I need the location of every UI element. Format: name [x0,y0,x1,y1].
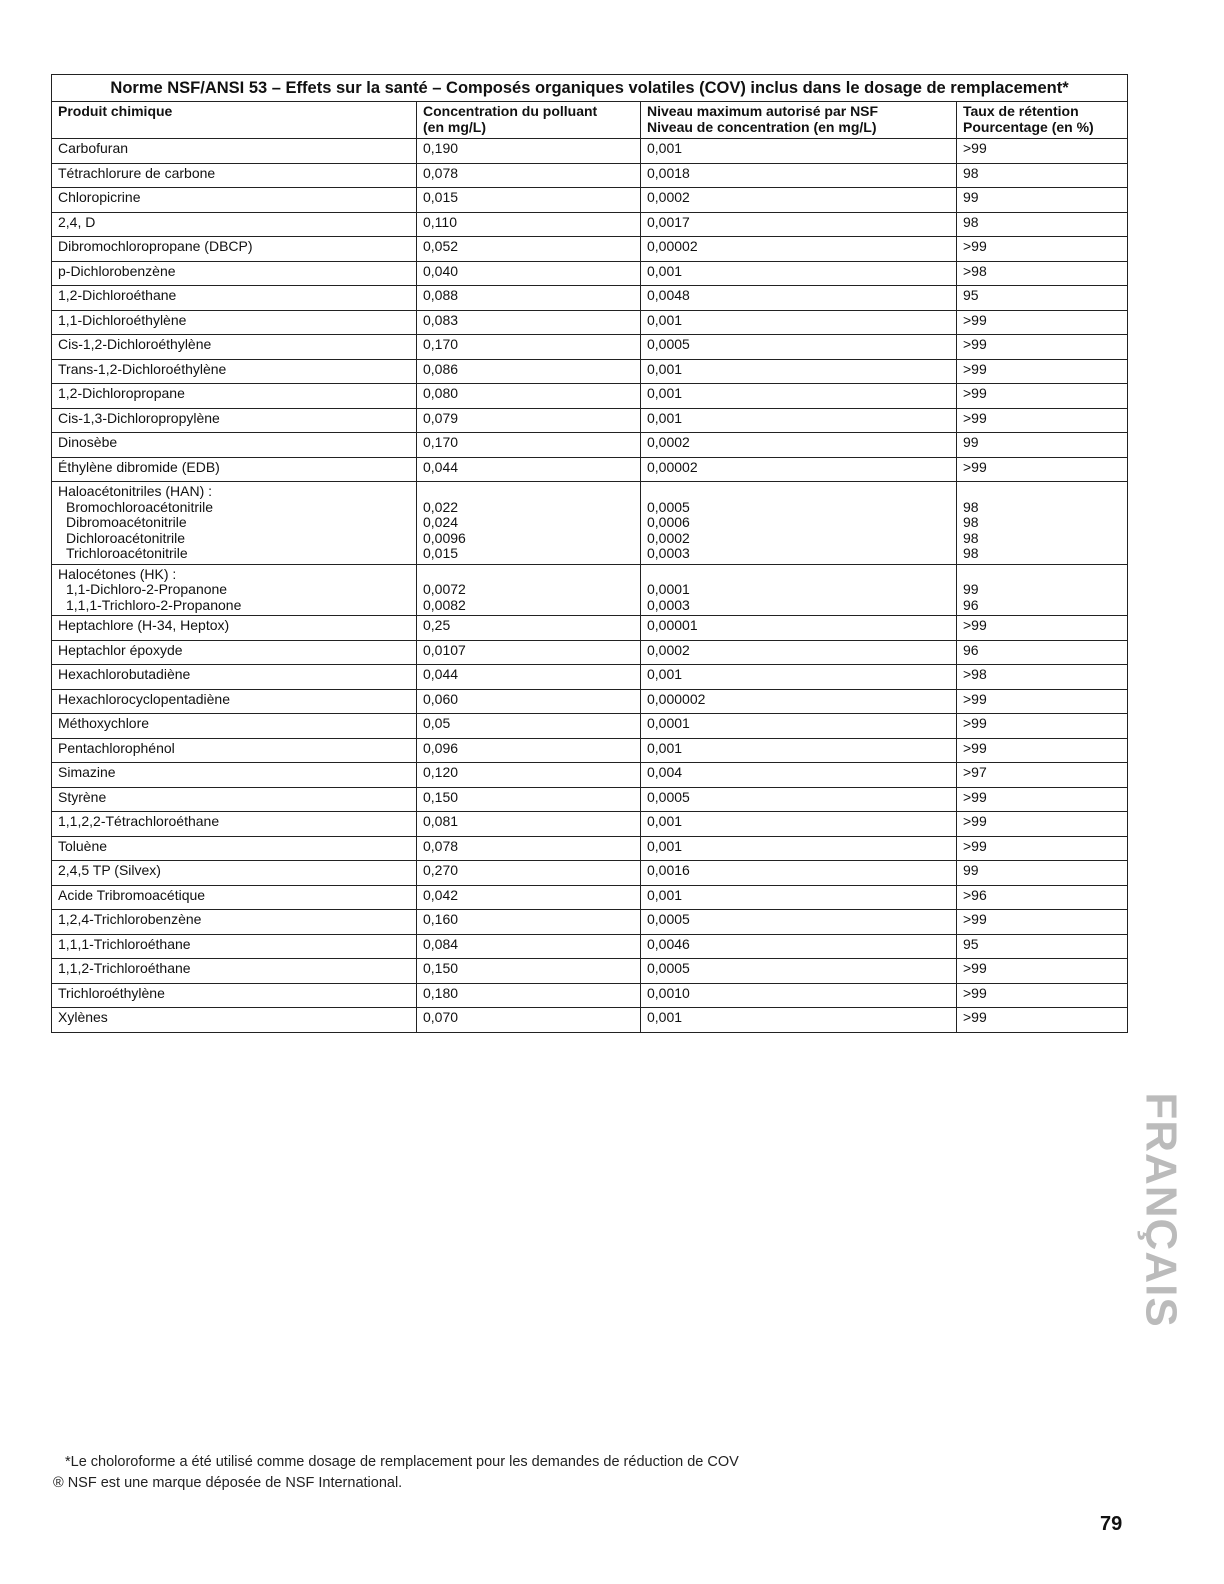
cell-retention: >98 [957,665,1128,690]
cell-chemical: Dinosèbe [52,433,417,458]
cell-retention: >99 [957,812,1128,837]
cell-max-level: 0,0005 [641,787,957,812]
cell-chemical: 1,1,1-Trichloroéthane [52,934,417,959]
cell-concentration: 0,150 [417,959,641,984]
cell-concentration: 0,180 [417,983,641,1008]
group-item: 0,024 [423,514,459,530]
table-row [52,163,1128,188]
cell-concentration: 0,070 [417,1008,641,1033]
cell-chemical: Pentachlorophénol [52,738,417,763]
cell-max-level: 0,0005 [641,335,957,360]
cell-retention [957,564,1128,616]
cell-max-level: 0,001 [641,836,957,861]
cell-max-level: 0,000002 [641,689,957,714]
cell-max-level: 0,001 [641,1008,957,1033]
cell-concentration: 0,05 [417,714,641,739]
cell-chemical: Tétrachlorure de carbone [52,163,417,188]
table-row [52,983,1128,1008]
cell-concentration: 0,080 [417,384,641,409]
table-row [52,812,1128,837]
cell-concentration: 0,040 [417,261,641,286]
table-row [52,139,1128,164]
side-tab-label: FRANÇAIS [1137,1092,1187,1328]
cell-concentration: 0,015 [417,188,641,213]
cell-concentration: 0,270 [417,861,641,886]
group-item: 1,1,1-Trichloro-2-Propanone [66,596,242,613]
cell-max-level: 0,0001 [641,714,957,739]
table-row [52,261,1128,286]
table-row [52,457,1128,482]
footnote-substitute-dose: *Le choloroforme a été utilisé comme dosage de remplacement pour les demandes de réduction de COV [65,1454,739,1470]
cell-retention: 98 [957,212,1128,237]
cell-chemical: Xylènes [52,1008,417,1033]
cell-concentration: 0,170 [417,433,641,458]
group-item: 0,0002 [647,529,690,546]
cell-retention: >99 [957,738,1128,763]
cell-retention: >96 [957,885,1128,910]
cell-max-level: 0,001 [641,408,957,433]
language-side-tab [1135,1070,1187,1350]
group-item: 0,022 [423,498,459,515]
cell-max-level: 0,001 [641,139,957,164]
table-row [52,714,1128,739]
header-chemical: Produit chimique [52,102,417,139]
cell-max-level: 0,0002 [641,433,957,458]
cell-concentration: 0,190 [417,139,641,164]
group-item: 0,0096 [423,529,466,546]
cell-chemical: Heptachlore (H-34, Heptox) [52,616,417,641]
table-row [52,212,1128,237]
group-hk [52,564,1128,616]
cell-retention: >99 [957,836,1128,861]
cell-chemical: Trans-1,2-Dichloroéthylène [52,359,417,384]
group-item: Dichloroacétonitrile [66,529,186,546]
cell-concentration: 0,170 [417,335,641,360]
cell-retention: >99 [957,408,1128,433]
table-row [52,188,1128,213]
footnote-trademark: ® NSF est une marque déposée de NSF International. [53,1475,403,1491]
cell-max-level: 0,00001 [641,616,957,641]
cell-max-level: 0,00002 [641,237,957,262]
cell-retention: >99 [957,335,1128,360]
cell-max-level: 0,001 [641,738,957,763]
cell-retention [957,482,1128,565]
table-row [52,335,1128,360]
table-row [52,359,1128,384]
table-row [52,934,1128,959]
cell-retention: >99 [957,384,1128,409]
cell-max-level: 0,0017 [641,212,957,237]
cell-retention: 95 [957,286,1128,311]
cell-retention: >99 [957,910,1128,935]
group-item: 1,1-Dichloro-2-Propanone [66,581,228,597]
cell-concentration: 0,160 [417,910,641,935]
cell-chemical: 1,1,2,2-Tétrachloroéthane [52,812,417,837]
table-row [52,959,1128,984]
cell-chemical: Hexachlorocyclopentadiène [52,689,417,714]
cell-retention: >99 [957,237,1128,262]
cell-chemical: 1,1,2-Trichloroéthane [52,959,417,984]
cell-chemical: Dibromochloropropane (DBCP) [52,237,417,262]
table-row [52,910,1128,935]
group-han [52,482,1128,565]
cell-retention: >97 [957,763,1128,788]
cell-concentration [417,564,641,616]
cell-retention: 98 [957,163,1128,188]
cell-chemical: p-Dichlorobenzène [52,261,417,286]
cell-max-level: 0,001 [641,665,957,690]
cell-concentration: 0,079 [417,408,641,433]
cell-retention: >99 [957,616,1128,641]
cell-concentration: 0,120 [417,763,641,788]
cell-chemical: Cis-1,3-Dichloropropylène [52,408,417,433]
cell-max-level: 0,001 [641,812,957,837]
group-item: 96 [963,596,979,613]
cell-concentration: 0,078 [417,836,641,861]
cell-chemical: 2,4,5 TP (Silvex) [52,861,417,886]
header-max-level: Niveau maximum autorisé par NSF Niveau de concentration (en mg/L) [641,102,957,139]
cell-retention: >99 [957,139,1128,164]
cell-concentration: 0,081 [417,812,641,837]
table-row [52,836,1128,861]
cell-retention: >99 [957,983,1128,1008]
cell-concentration: 0,083 [417,310,641,335]
cell-chemical: 1,2-Dichloropropane [52,384,417,409]
cell-chemical: Toluène [52,836,417,861]
cell-max-level: 0,0016 [641,861,957,886]
cell-retention: 99 [957,188,1128,213]
cell-concentration [417,482,641,565]
cell-retention: >99 [957,714,1128,739]
group-title: Halocétones (HK) : [58,565,177,582]
table-row [52,408,1128,433]
table-row [52,433,1128,458]
cell-concentration: 0,042 [417,885,641,910]
cell-max-level: 0,001 [641,310,957,335]
cell-chemical [52,482,417,565]
cell-retention: >99 [957,1008,1128,1033]
cell-retention: >99 [957,359,1128,384]
table-body [52,139,1128,1033]
cell-concentration: 0,0107 [417,640,641,665]
cell-concentration: 0,078 [417,163,641,188]
cell-concentration: 0,150 [417,787,641,812]
cell-chemical: 2,4, D [52,212,417,237]
cell-chemical [52,564,417,616]
group-item: 0,0006 [647,514,690,530]
table-row [52,738,1128,763]
cell-max-level: 0,00002 [641,457,957,482]
cell-retention: 99 [957,433,1128,458]
cell-chemical: 1,2,4-Trichlorobenzène [52,910,417,935]
group-item: 98 [963,498,979,515]
group-item: Trichloroacétonitrile [66,545,188,561]
group-item: 0,0001 [647,581,690,597]
table-row [52,286,1128,311]
table-row [52,689,1128,714]
table-row [52,616,1128,641]
cell-max-level [641,482,957,565]
cell-max-level [641,564,957,616]
table-row [52,787,1128,812]
table-row [52,763,1128,788]
cell-chemical: Acide Tribromoacétique [52,885,417,910]
group-item: 0,0082 [423,596,466,613]
cell-concentration: 0,044 [417,457,641,482]
cell-chemical: Éthylène dibromide (EDB) [52,457,417,482]
cell-concentration: 0,060 [417,689,641,714]
cell-retention: >99 [957,787,1128,812]
cell-chemical: Méthoxychlore [52,714,417,739]
table-row [52,1008,1128,1033]
group-item: 98 [963,514,979,530]
cell-max-level: 0,0002 [641,640,957,665]
group-item: 98 [963,545,979,561]
cell-concentration: 0,096 [417,738,641,763]
cell-max-level: 0,0010 [641,983,957,1008]
cell-concentration: 0,052 [417,237,641,262]
cell-max-level: 0,0005 [641,910,957,935]
cell-chemical: Hexachlorobutadiène [52,665,417,690]
cell-max-level: 0,0046 [641,934,957,959]
table-title: Norme NSF/ANSI 53 – Effets sur la santé – Composés organiques volatiles (COV) inclus dans le dosage de remplacement* [52,75,1128,102]
group-item: 99 [963,581,979,597]
group-item: 0,0005 [647,498,690,515]
cell-concentration: 0,088 [417,286,641,311]
cell-concentration: 0,110 [417,212,641,237]
cell-max-level: 0,001 [641,885,957,910]
cell-retention: 99 [957,861,1128,886]
cell-chemical: Carbofuran [52,139,417,164]
cell-concentration: 0,044 [417,665,641,690]
cell-chemical: Styrène [52,787,417,812]
header-concentration: Concentration du polluant (en mg/L) [417,102,641,139]
table-row [52,237,1128,262]
cell-chemical: 1,2-Dichloroéthane [52,286,417,311]
cell-concentration: 0,086 [417,359,641,384]
table-row [52,885,1128,910]
voc-reduction-table [51,74,1128,1033]
cell-chemical: Cis-1,2-Dichloroéthylène [52,335,417,360]
table-row [52,384,1128,409]
cell-concentration: 0,25 [417,616,641,641]
cell-retention: >99 [957,310,1128,335]
table-row [52,640,1128,665]
cell-max-level: 0,001 [641,384,957,409]
table-row [52,665,1128,690]
group-item: 98 [963,529,979,546]
group-item: 0,0003 [647,545,690,561]
cell-retention: 96 [957,640,1128,665]
cell-retention: >99 [957,959,1128,984]
cell-max-level: 0,001 [641,359,957,384]
cell-max-level: 0,0005 [641,959,957,984]
cell-retention: >99 [957,457,1128,482]
cell-chemical: Trichloroéthylène [52,983,417,1008]
table-row [52,310,1128,335]
cell-max-level: 0,0002 [641,188,957,213]
cell-max-level: 0,001 [641,261,957,286]
group-item: Dibromoacétonitrile [66,514,187,530]
group-item: 0,015 [423,545,459,561]
group-item: 0,0072 [423,581,466,597]
cell-chemical: 1,1-Dichloroéthylène [52,310,417,335]
group-title: Haloacétonitriles (HAN) : [58,483,213,499]
group-item: 0,0003 [647,596,690,613]
cell-retention: >98 [957,261,1128,286]
page-number: 79 [1100,1513,1123,1535]
group-item: Bromochloroacétonitrile [66,498,214,515]
cell-chemical: Heptachlor époxyde [52,640,417,665]
table-row [52,861,1128,886]
cell-retention: 95 [957,934,1128,959]
cell-chemical: Chloropicrine [52,188,417,213]
cell-chemical: Simazine [52,763,417,788]
cell-concentration: 0,084 [417,934,641,959]
header-retention: Taux de rétention Pourcentage (en %) [957,102,1128,139]
cell-max-level: 0,0018 [641,163,957,188]
cell-retention: >99 [957,689,1128,714]
cell-max-level: 0,004 [641,763,957,788]
cell-max-level: 0,0048 [641,286,957,311]
